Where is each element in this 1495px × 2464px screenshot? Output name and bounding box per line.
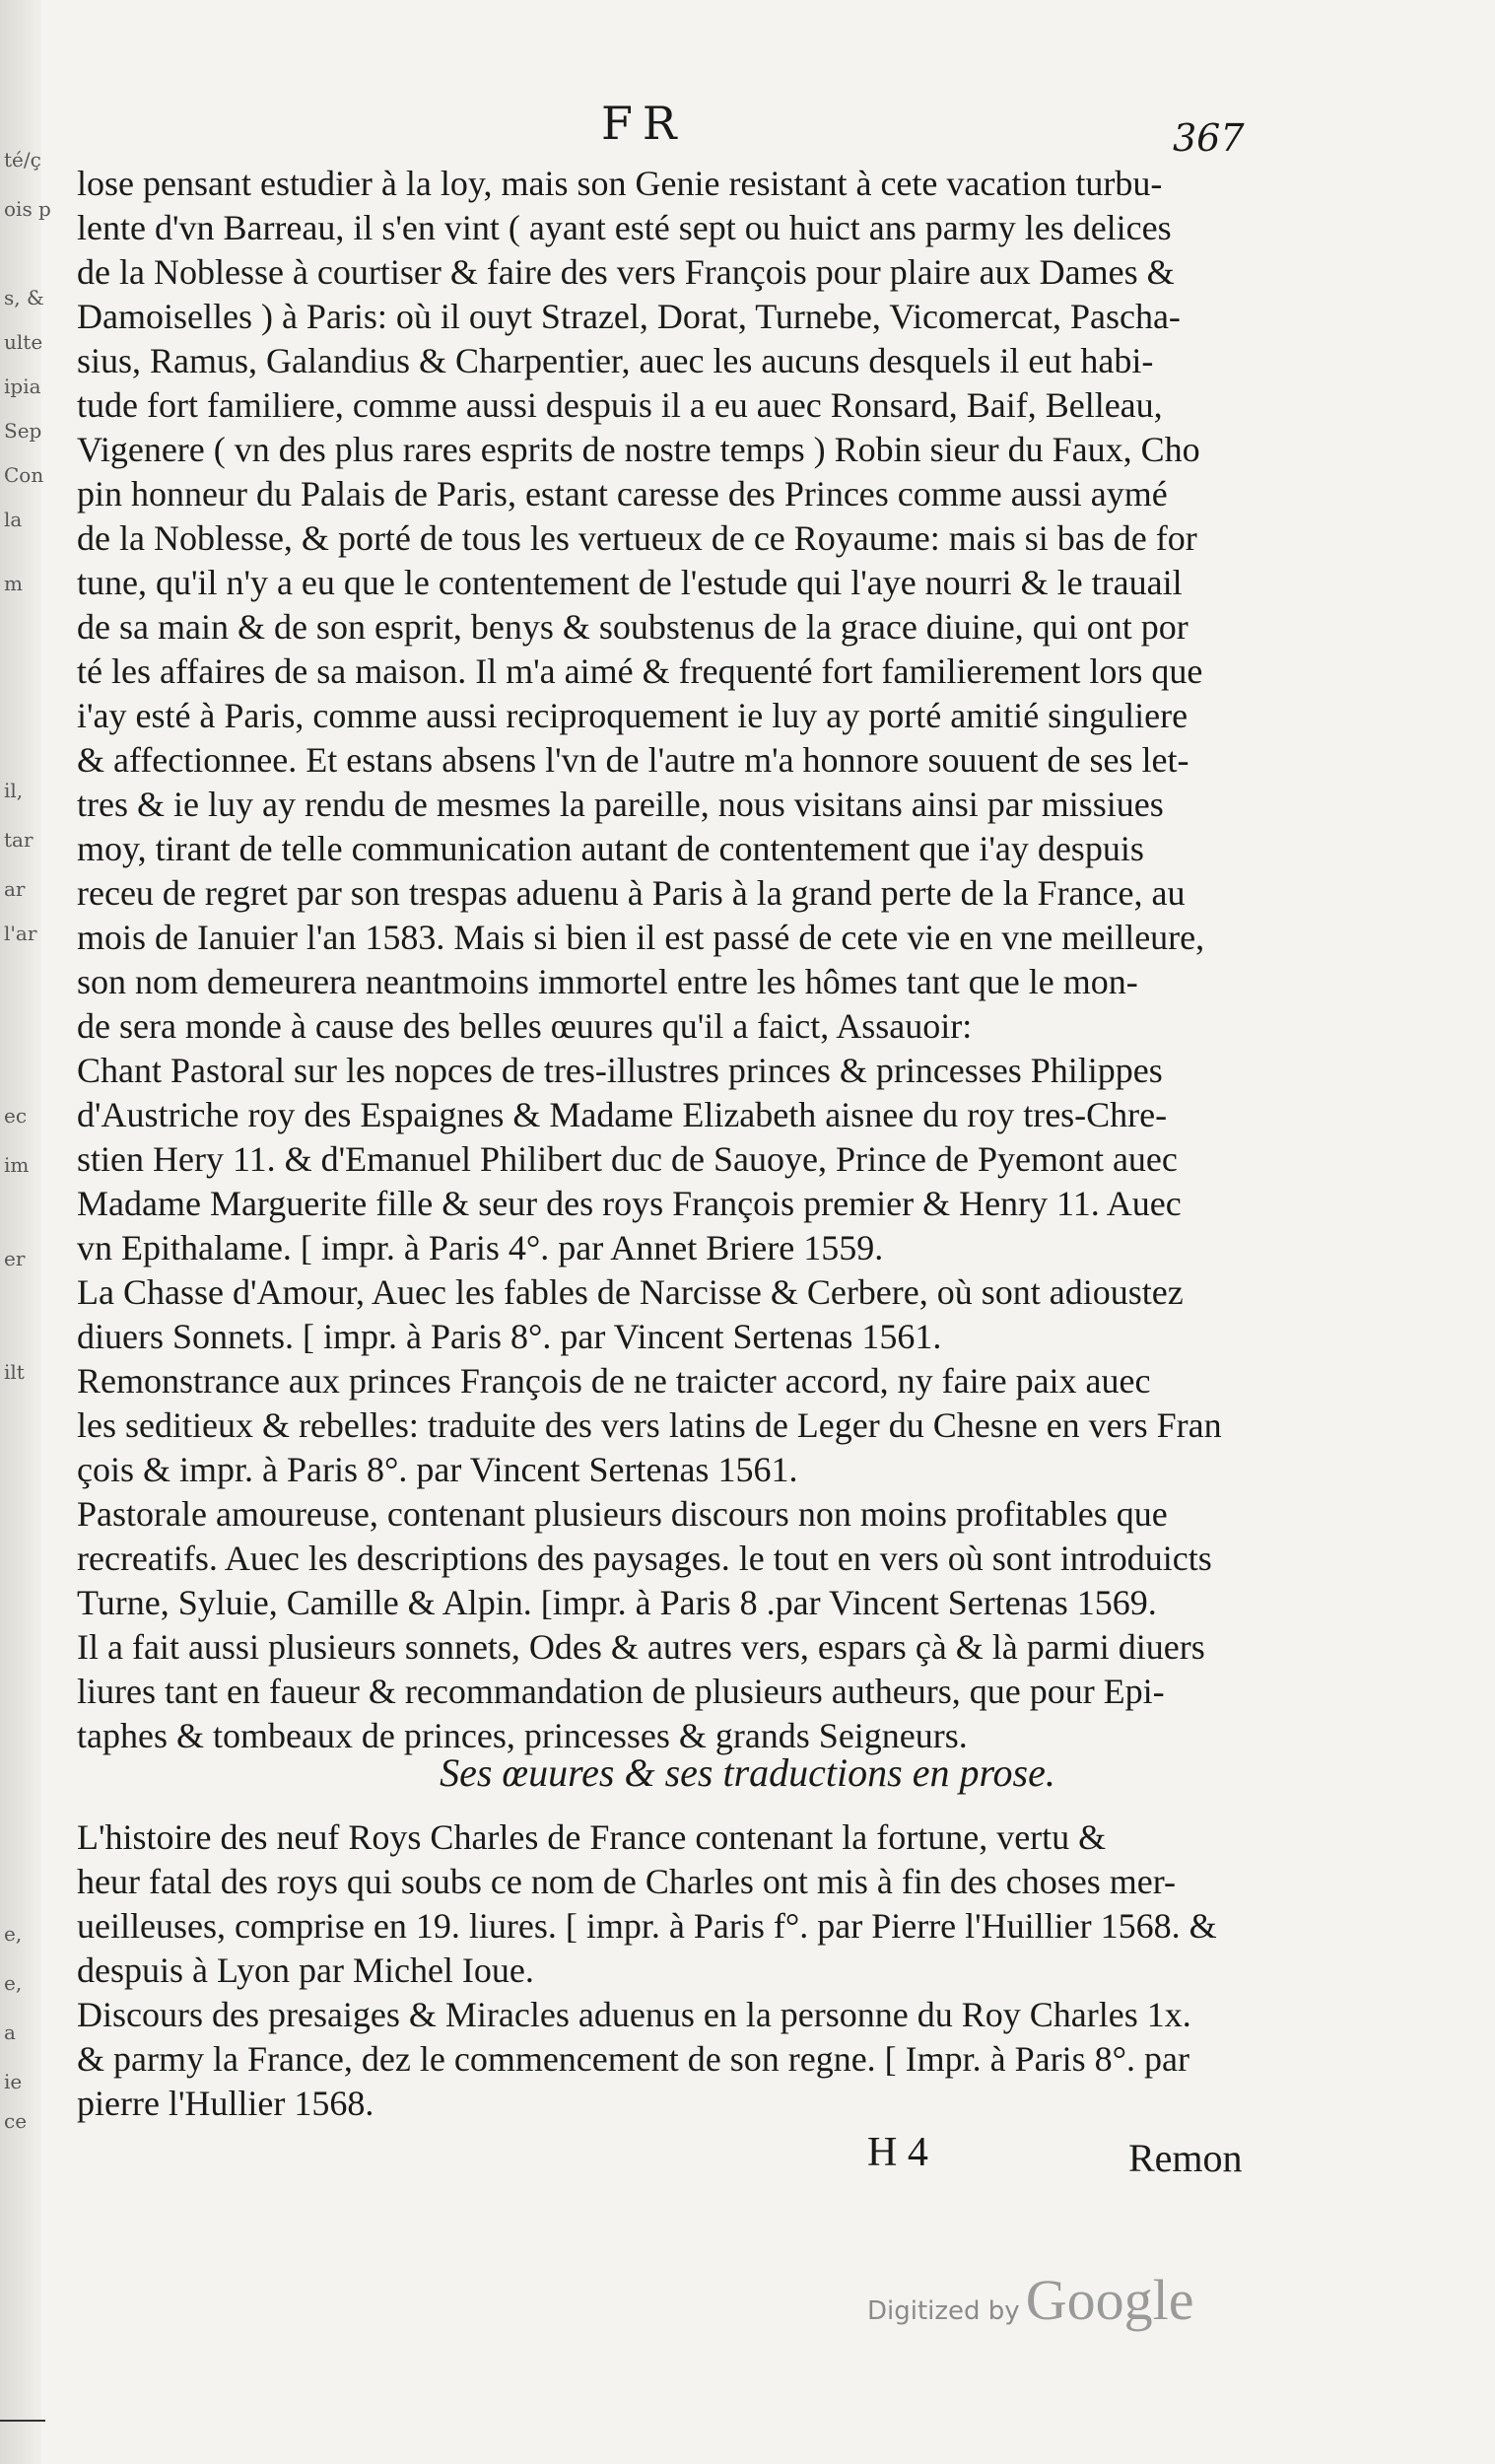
margin-fragment: té/ç xyxy=(4,148,41,171)
text-line: Pastorale amoureuse, contenant plusieurs discours non moins profitables que xyxy=(77,1494,1168,1534)
text-line: té les affaires de sa maison. Il m'a aimé & frequenté fort familierement lors que xyxy=(77,651,1203,691)
bottom-rule xyxy=(0,2420,45,2422)
margin-fragment: Sep xyxy=(4,419,42,443)
text-line: moy, tirant de telle communication autant de contentement que i'ay despuis xyxy=(77,829,1144,868)
text-line: L'histoire des neuf Roys Charles de France contenant la fortune, vertu & xyxy=(77,1817,1107,1857)
text-line: La Chasse d'Amour, Auec les fables de Narcisse & Cerbere, où sont adioustez xyxy=(77,1272,1184,1312)
text-line: lente d'vn Barreau, il s'en vint ( ayant esté sept ou huict ans parmy les delices xyxy=(77,208,1172,247)
margin-fragment: ulte xyxy=(4,330,43,354)
text-line: sius, Ramus, Galandius & Charpentier, auec les aucuns desquels il eut habi- xyxy=(77,341,1154,380)
text-line: & affectionnee. Et estans absens l'vn de l'autre m'a honnore souuent de ses let- xyxy=(77,740,1189,780)
text-line: Damoiselles ) à Paris: où il ouyt Strazel, Dorat, Turnebe, Vicomercat, Pascha- xyxy=(77,297,1181,336)
text-line: tune, qu'il n'y a eu que le contentement de l'estude qui l'aye nourri & le trauail xyxy=(77,563,1183,602)
text-line: de la Noblesse, & porté de tous les vertueux de ce Royaume: mais si bas de for xyxy=(77,518,1197,558)
text-line: de sera monde à cause des belles œuures qu'il a faict, Assauoir: xyxy=(77,1006,973,1046)
catchword: Remon xyxy=(1128,2136,1243,2180)
margin-fragment: ec xyxy=(4,1104,28,1128)
text-line: son nom demeurera neantmoins immortel entre les hômes tant que le mon- xyxy=(77,962,1138,1001)
margin-fragment: er xyxy=(4,1247,26,1270)
left-margin-gutter xyxy=(0,0,51,2464)
text-line: & parmy la France, dez le commencement de son regne. [ Impr. à Paris 8°. par xyxy=(77,2039,1189,2079)
text-line: pierre l'Hullier 1568. xyxy=(77,2084,374,2123)
text-line: de sa main & de son esprit, benys & soubstenus de la grace diuine, qui ont por xyxy=(77,607,1189,647)
text-line: Discours des presaiges & Miracles aduenus en la personne du Roy Charles 1x. xyxy=(77,1995,1191,2034)
signature-mark: H 4 xyxy=(867,2130,928,2175)
text-line: i'ay esté à Paris, comme aussi reciproquement ie luy ay porté amitié singuliere xyxy=(77,696,1189,735)
margin-fragment: ie xyxy=(4,2070,23,2093)
text-line: ueilleuses, comprise en 19. liures. [ impr. à Paris f°. par Pierre l'Huillier 1568. & xyxy=(77,1906,1217,1946)
text-line: les seditieux & rebelles: traduite des vers latins de Leger du Chesne en vers Fran xyxy=(77,1405,1222,1445)
text-line: tres & ie luy ay rendu de mesmes la pareille, nous visitans ainsi par missiues xyxy=(77,785,1164,824)
margin-fragment: ilt xyxy=(4,1360,25,1384)
margin-fragment: il, xyxy=(4,779,24,802)
text-line: heur fatal des roys qui soubs ce nom de Charles ont mis à fin des choses mer- xyxy=(77,1862,1177,1901)
margin-fragment: Con xyxy=(4,463,44,487)
margin-fragment: la xyxy=(4,508,23,531)
text-line: pin honneur du Palais de Paris, estant caresse des Princes comme aussi aymé xyxy=(77,474,1168,513)
text-line: vn Epithalame. [ impr. à Paris 4°. par Annet Briere 1559. xyxy=(77,1228,884,1267)
text-line: Chant Pastoral sur les nopces de tres-illustres princes & princesses Philippes xyxy=(77,1051,1163,1090)
watermark-prefix: Digitized by xyxy=(867,2296,1020,2326)
margin-fragment: ar xyxy=(4,877,26,901)
margin-fragment: tar xyxy=(4,828,34,852)
text-line: çois & impr. à Paris 8°. par Vincent Sertenas 1561. xyxy=(77,1450,798,1489)
google-logo: Google xyxy=(1025,2268,1194,2332)
running-head: FR xyxy=(601,97,687,150)
text-line: tude fort familiere, comme aussi despuis il a eu auec Ronsard, Baif, Belleau, xyxy=(77,385,1163,425)
text-line: mois de Ianuier l'an 1583. Mais si bien il est passé de cete vie en vne meilleure, xyxy=(77,918,1205,957)
margin-fragment: ipia xyxy=(4,375,41,398)
margin-fragment: a xyxy=(4,2020,16,2044)
margin-fragment: l'ar xyxy=(4,922,37,945)
text-line: d'Austriche roy des Espaignes & Madame Elizabeth aisnee du roy tres-Chre- xyxy=(77,1095,1168,1134)
text-line: diuers Sonnets. [ impr. à Paris 8°. par Vincent Sertenas 1561. xyxy=(77,1317,942,1356)
text-line: lose pensant estudier à la loy, mais son Genie resistant à cete vacation turbu- xyxy=(77,164,1163,203)
text-line: Il a fait aussi plusieurs sonnets, Odes & autres vers, espars çà & là parmi diuers xyxy=(77,1627,1205,1667)
margin-fragment: m xyxy=(4,572,23,595)
text-line: Vigenere ( vn des plus rares esprits de nostre temps ) Robin sieur du Faux, Cho xyxy=(77,430,1200,469)
margin-fragment: ce xyxy=(4,2109,28,2133)
margin-fragment: s, & xyxy=(4,286,44,309)
page-number: 367 xyxy=(1173,116,1245,160)
text-line: stien Hery 11. & d'Emanuel Philibert duc de Sauoye, Prince de Pyemont auec xyxy=(77,1139,1178,1179)
text-line: de la Noblesse à courtiser & faire des vers François pour plaire aux Dames & xyxy=(77,252,1175,292)
margin-fragment: e, xyxy=(4,1971,23,1995)
text-line: receu de regret par son trespas aduenu à Paris à la grand perte de la France, au xyxy=(77,873,1186,913)
text-line: taphes & tombeaux de princes, princesses & grands Seigneurs. xyxy=(77,1716,968,1755)
text-line: recreatifs. Auec les descriptions des paysages. le tout en vers où sont introduicts xyxy=(77,1539,1212,1578)
digitized-watermark xyxy=(867,2267,1193,2333)
margin-fragment: im xyxy=(4,1153,30,1177)
text-line: Turne, Syluie, Camille & Alpin. [impr. à Paris 8 .par Vincent Sertenas 1569. xyxy=(77,1583,1157,1622)
text-line: Madame Marguerite fille & seur des roys François premier & Henry 11. Auec xyxy=(77,1184,1182,1223)
text-line: Remonstrance aux princes François de ne traicter accord, ny faire paix auec xyxy=(77,1361,1151,1401)
margin-fragment: ois p xyxy=(4,197,51,221)
margin-fragment: e, xyxy=(4,1922,23,1946)
text-line: despuis à Lyon par Michel Ioue. xyxy=(77,1951,534,1990)
section-heading: Ses œuures & ses traductions en prose. xyxy=(440,1750,1055,1795)
text-line: liures tant en faueur & recommandation de plusieurs autheurs, que pour Epi- xyxy=(77,1672,1165,1711)
